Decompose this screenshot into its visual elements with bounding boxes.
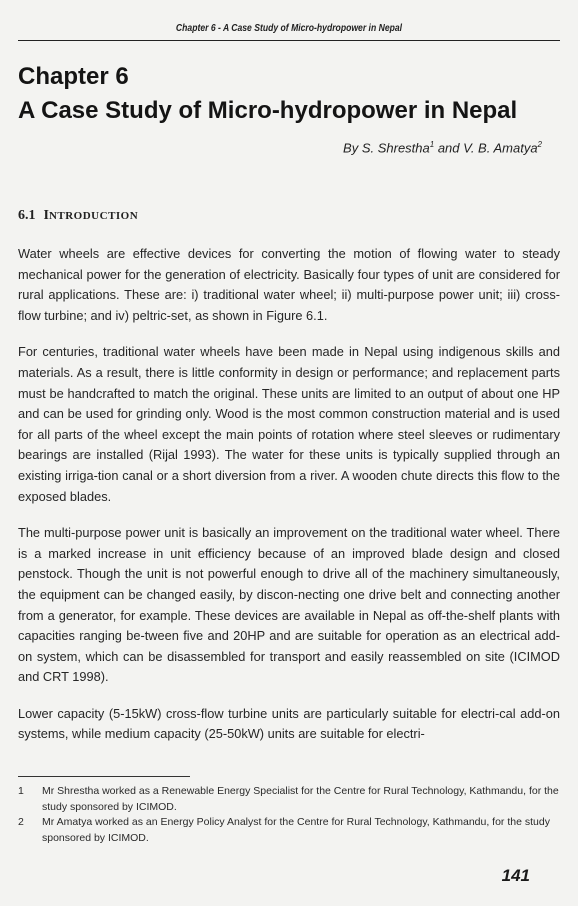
running-head: Chapter 6 - A Case Study of Micro-hydropower in Nepal (175, 22, 403, 34)
byline (343, 140, 542, 155)
paragraph: Lower capacity (5-15kW) cross-flow turbine units are particularly suitable for electri-cal add-on systems, while medium capacity (25-50kW) units are suitable for electri- (18, 705, 560, 742)
footnote (18, 784, 560, 815)
footnote-rule (18, 776, 190, 777)
footnote-text: Mr Amatya worked as an Energy Policy Analyst for the Centre for Rural Technology, Kathmandu, for the study sponsored by ICIMOD. (42, 816, 550, 844)
chapter-number: Chapter 6 (18, 63, 129, 90)
footnote-number: 2 (18, 816, 24, 829)
section-title-rest: NTRODUCTION (48, 210, 139, 222)
paragraph: Water wheels are effective devices for converting the motion of flowing water to steady mechanical power for the generation of electricity. Basically four types of unit are considered for rural applications. These are: i) traditional water wheel; ii) multi-purpose power unit; iii) cross-flow turbine; and iv) peltric-set, as shown in Figure 6.1. (18, 246, 560, 323)
body-text (18, 244, 560, 761)
paragraph: For centuries, traditional water wheels have been made in Nepal using indigenous skills and materials. As a result, there is little conformity in design or performance; and replacement parts must be handcrafted to match the original. These units are limited to an output of about one HP and can be used for grinding only. Wood is the most common construction material and is used for all parts of the wheel except the main points of rotation where steel sleeves or rudimentary bearings are installed (Rijal 1993). The water for these units is typically supplied through an existing irriga-tion canal or a short diversion from a river. A wooden chute directs this flow to the exposed blades. (18, 344, 560, 504)
footnote-number: 1 (18, 785, 24, 797)
byline-author-1: By S. Shrestha (343, 140, 430, 156)
footnotes (18, 784, 560, 846)
footnote-ref-1: 1 (429, 140, 435, 149)
footnote-ref-2: 2 (537, 140, 542, 149)
section-heading (18, 208, 138, 224)
byline-author-2: and V. B. Amatya (434, 140, 538, 156)
paragraph: The multi-purpose power unit is basically an improvement on the traditional water wheel. There is a marked increase in unit efficiency because of an improved blade design and closed penstock. Though the unit is not powerful enough to drive all of the machinery simultaneously, the equipment can be changed easily, by discon-necting one drive belt and connecting another from a generator, for example. These devices are available in Nepal as off-the-shelf plants with capacities ranging be-tween five and 20HP and are suitable for operation as an electrical add-on system, which can be disassembled for transport and easily reassembled on site (ICIMOD and CRT 1998). (18, 525, 560, 685)
page-number: 141 (501, 866, 530, 885)
footnote (18, 815, 560, 846)
header-rule (18, 40, 560, 41)
section-title-initial: I (43, 208, 49, 223)
footnote-text: Mr Shrestha worked as a Renewable Energy Specialist for the Centre for Rural Technology, Kathmandu, for the study sponsored by ICIMOD. (42, 785, 559, 813)
chapter-title (18, 60, 560, 128)
chapter-name: A Case Study of Micro-hydropower in Nepal (18, 97, 518, 124)
section-number: 6.1 (18, 208, 36, 223)
